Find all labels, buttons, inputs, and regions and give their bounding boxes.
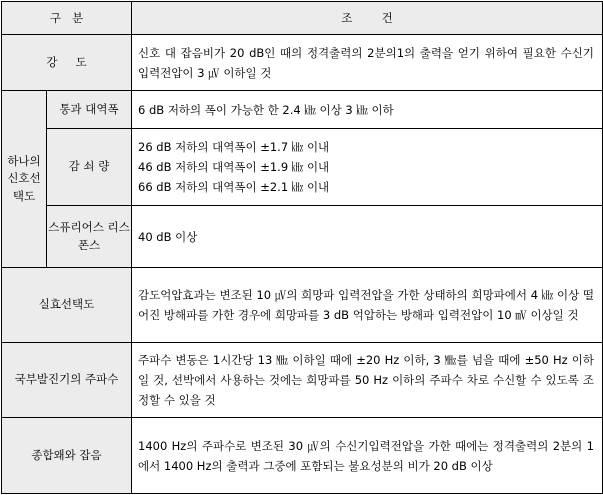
label-effective-selectivity — [2, 268, 132, 343]
header-division — [2, 2, 132, 35]
condition-total-distortion-noise — [132, 418, 603, 494]
receiver-spec-table — [1, 1, 603, 494]
condition-spurious-response — [132, 205, 603, 267]
row-local-oscillator — [2, 343, 603, 418]
condition-sensitivity-text: 신호 대 잡음비가 20 dB인 때의 정격출력의 2분의1의 출력을 얻기 위하여 필요한 수신기 입력전압이 3 ㎶ 이하일 것 — [138, 45, 594, 80]
label-sensitivity-text: 강 도 — [46, 54, 87, 69]
row-sensitivity — [2, 35, 603, 91]
condition-attenuation-line3: 66 dB 저하의 대역폭이 ±2.1 ㎑ 이내 — [138, 179, 330, 194]
condition-local-oscillator-text: 주파수 변동은 1시간당 13 ㎒ 이하일 때에 ±20 Hz 이하, 3 ㎒를 넘을 때에 ±50 Hz 이하일 것, 선박에서 사용하는 것에는 희망파를 50 Hz 이하의 주파수 차로 수신할 수 있도록 조정할 수 있을 것 — [138, 353, 594, 408]
label-sensitivity — [2, 35, 132, 91]
row-attenuation — [2, 128, 603, 205]
condition-attenuation — [132, 128, 603, 205]
label-local-oscillator-line2: 주파수 — [84, 372, 119, 387]
condition-passband-text: 6 dB 저하의 폭이 가능한 한 2.4 ㎑ 이상 3 ㎑ 이하 — [138, 102, 394, 117]
label-selectivity-line1: 하나의 — [7, 153, 41, 168]
condition-attenuation-line2: 46 dB 저하의 대역폭이 ±1.9 ㎑ 이내 — [138, 159, 330, 174]
label-spurious-line1: 스퓨리어스 — [48, 219, 104, 234]
condition-attenuation-line1: 26 dB 저하의 대역폭이 ±1.7 ㎑ 이내 — [138, 139, 330, 154]
label-spurious-line2: 리스폰스 — [77, 219, 130, 252]
header-division-label: 구 분 — [49, 11, 84, 26]
row-total-distortion-noise — [2, 418, 603, 494]
condition-local-oscillator — [132, 343, 603, 418]
row-passband — [2, 91, 603, 128]
label-total-distortion-noise-text: 종합왜와 잡음 — [31, 447, 102, 462]
label-attenuation-text: 감 쇠 량 — [68, 158, 110, 173]
condition-effective-selectivity-text: 감도억압효과는 변조된 10 ㎶의 희망파 입력전압을 가한 상태하의 희망파에서 4 ㎑ 이상 떨어진 방해파를 가한 경우에 희망파를 3 dB 억압하는 방해파 입력전압이 10 ㎷ 이상일 것 — [138, 288, 594, 323]
label-local-oscillator — [2, 343, 132, 418]
row-effective-selectivity — [2, 268, 603, 343]
condition-effective-selectivity — [132, 268, 603, 343]
label-total-distortion-noise — [2, 418, 132, 494]
header-condition — [132, 2, 603, 35]
header-row — [2, 2, 603, 35]
label-passband — [47, 91, 132, 128]
label-spurious-response — [47, 205, 132, 267]
label-single-signal-selectivity — [2, 91, 47, 268]
condition-passband — [132, 91, 603, 128]
label-selectivity-line3: 택도 — [12, 189, 36, 204]
condition-spurious-text: 40 dB 이상 — [138, 229, 198, 244]
label-attenuation — [47, 128, 132, 205]
condition-total-distortion-noise-text: 1400 Hz의 주파수로 변조된 30 ㎶의 수신기입력전압을 가한 때에는 정격출력의 2분의 1에서 1400 Hz의 출력과 그중에 포함되는 불요성분의 비가 20 dB 이상 — [138, 438, 594, 473]
header-condition-label: 조 건 — [341, 11, 393, 26]
label-effective-selectivity-text: 실효선택도 — [38, 297, 95, 312]
label-selectivity-line2: 신호선 — [7, 171, 41, 186]
label-local-oscillator-line1: 국부발진기의 — [14, 372, 82, 387]
row-spurious-response — [2, 205, 603, 267]
condition-sensitivity — [132, 35, 603, 91]
label-passband-text: 통과 대역폭 — [59, 101, 119, 116]
